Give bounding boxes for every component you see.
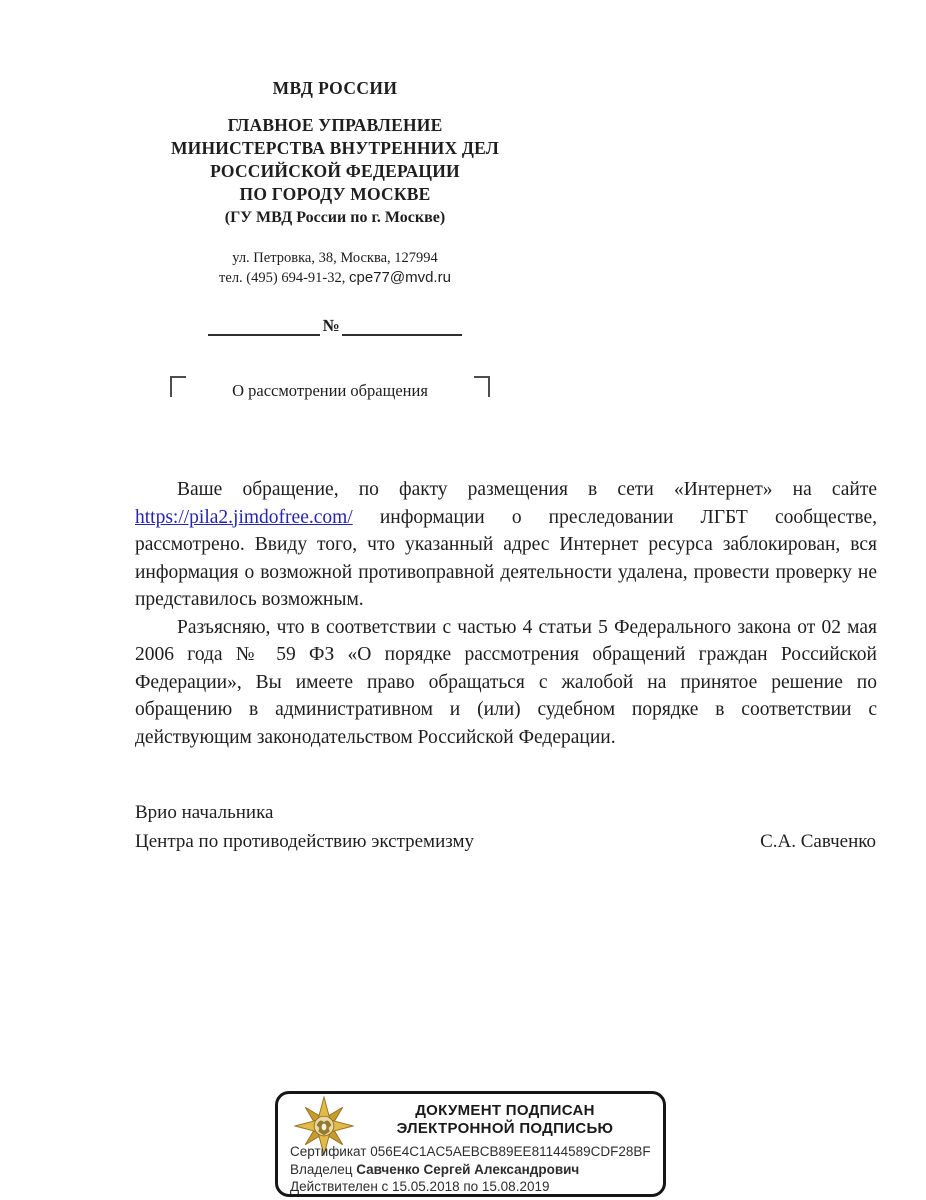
number-sign: № — [322, 316, 340, 335]
contact-info — [100, 248, 570, 288]
date-blank-line — [208, 313, 320, 336]
signer-position-line1: Врио начальника — [135, 802, 274, 823]
reference-number-line — [100, 313, 570, 336]
stamp-title-line2: ЭЛЕКТРОННОЙ ПОДПИСЬЮ — [396, 1120, 614, 1137]
signer-name: С.А. Савченко — [760, 830, 876, 852]
digital-signature-stamp — [275, 1091, 666, 1197]
paragraph-2: Разъясняю, что в соответствии с частью 4 статьи 5 Федерального закона от 02 мая 2006 года № 59 ФЗ «О порядке рассмотрения обращений граждан Российской Федерации», Вы имеете право обращаться с жалобой на принятое решение по обращению в административном и (или) судебном порядке в соответствии с действующим законодательством Российской Федерации. — [135, 616, 877, 748]
signature-block — [135, 799, 876, 856]
number-blank-line — [342, 313, 462, 336]
department-line: МИНИСТЕРСТВА ВНУТРЕННИХ ДЕЛ — [170, 138, 500, 158]
signer-position-line2: Центра по противодействию экстремизму — [135, 830, 474, 852]
department-name — [100, 114, 570, 206]
phone-number: тел. (495) 694-91-32, — [219, 270, 346, 286]
email-address: cpe77@mvd.ru — [349, 269, 451, 286]
department-line: ГЛАВНОЕ УПРАВЛЕНИЕ — [227, 115, 443, 135]
postal-address: ул. Петровка, 38, Москва, 127994 — [232, 250, 438, 266]
certificate-label: Сертификат — [290, 1144, 367, 1159]
certificate-line — [290, 1143, 651, 1161]
signer-row — [135, 828, 876, 857]
owner-line — [290, 1161, 651, 1179]
validity-line: Действителен с 15.05.2018 по 15.08.2019 — [290, 1179, 550, 1194]
owner-name: Савченко Сергей Александрович — [356, 1161, 580, 1177]
stamp-title-line1: ДОКУМЕНТ ПОДПИСАН — [415, 1102, 595, 1119]
org-short-name: (ГУ МВД России по г. Москве) — [224, 209, 446, 226]
phone-email-line — [100, 268, 570, 288]
owner-label: Владелец — [290, 1161, 353, 1177]
department-line: РОССИЙСКОЙ ФЕДЕРАЦИИ — [210, 161, 460, 181]
stamp-details — [290, 1143, 651, 1196]
department-line: ПО ГОРОДУ МОСКВЕ — [239, 184, 431, 204]
letterhead — [100, 78, 570, 288]
paragraph-1 — [135, 476, 877, 614]
subject-line: О рассмотрении обращения — [232, 381, 428, 400]
letter-body — [135, 476, 877, 751]
website-link[interactable]: https://pila2.jimdofree.com/ — [135, 506, 353, 528]
p1-text-after-link: информации о преследовании ЛГБТ сообществе, рассмотрено. Ввиду того, что указанный адрес Интернет ресурса заблокирован, вся информация о возможной противоправной деятельности удалена, провести проверку не представилось возможным. — [135, 506, 877, 610]
stamp-title — [358, 1102, 652, 1138]
p1-text-before-link: Ваше обращение, по факту размещения в сети «Интернет» на сайте — [177, 479, 877, 500]
ministry-name: МВД РОССИИ — [272, 78, 398, 98]
certificate-value: 056E4C1AC5AEBCB89EE81144589CDF28BF — [370, 1144, 651, 1159]
